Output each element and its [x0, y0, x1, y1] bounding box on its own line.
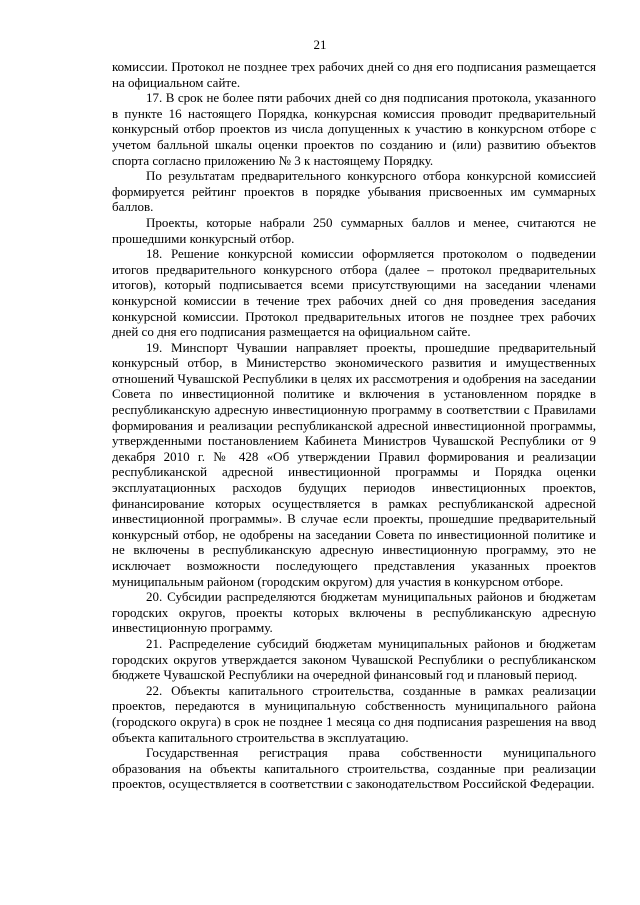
paragraph-21: 21. Распределение субсидий бюджетам муниципальных районов и бюджетам городских округов утверждается законом Чувашской Республики о республиканском бюджете Чувашской Республики на очередной финансовый год и плановый период.: [112, 635, 596, 683]
paragraph-19: 19. Минспорт Чувашии направляет проекты, прошедшие предварительный конкурсный отбор, в Министерство экономического развития и имущественных отношений Чувашской Республики в целях их рассмотрения и одобрения на заседании Совета по инвестиционной политике и включения в установленном порядке в республиканскую адресную инвестиционную программу в соответствии с Правилами формирования и реализации республиканской адресной инвестиционной программы, утвержденными постановлением Кабинета Министров Чувашской Республики от 9 декабря 2010 г. № 428 «Об утверждении Правил формирования и реализации республиканской адресной инвестиционной программы и Порядка оценки эксплуатационных расходов будущих периодов инвестиционных проектов, финансирование которых осуществляется в рамках республиканской адресной инвестиционной программы». В случае если проекты, прошедшие предварительный конкурсный отбор, не одобрены на заседании Совета по инвестиционной политике и не включены в республиканскую адресную инвестиционную программу, это не исключает возможности последующего представления указанных проектов муниципальным районом (городским округом) для участия в конкурсном отборе.: [112, 339, 596, 589]
paragraph-17-rating: По результатам предварительного конкурсного отбора конкурсной комиссией формируется рейтинг проектов в порядке убывания присвоенных им суммарных баллов.: [112, 168, 596, 215]
paragraph-continuation: комиссии. Протокол не позднее трех рабочих дней со дня его подписания размещается на официальном сайте.: [112, 59, 596, 90]
page-number: 21: [313, 37, 327, 52]
paragraph-18: 18. Решение конкурсной комиссии оформляется протоколом о подведении итогов предварительного конкурсного отбора (далее – протокол предварительных итогов), который подписывается всеми присутствующими на заседании членами конкурсной комиссии в течение трех рабочих дней со дня проведения заседания конкурсной комиссии. Протокол предварительных итогов не позднее трех рабочих дней со дня его подписания размещается на официальном сайте.: [112, 246, 596, 340]
paragraph-22-registration: Государственная регистрация права собственности муниципального образования на объекты капитального строительства, созданные при реализации проектов, осуществляется в соответствии с законодательством Российской Федерации.: [112, 745, 596, 792]
paragraph-17: 17. В срок не более пяти рабочих дней со дня подписания протокола, указанного в пункте 16 настоящего Порядка, конкурсная комиссия проводит предварительный конкурсный отбор проектов из числа допущенных к участию в конкурсном отборе с учетом балльной шкалы оценки проектов по созданию и (или) развитию объектов спорта согласно приложению № 3 к настоящему Порядку.: [112, 90, 596, 168]
document-body: [112, 59, 596, 792]
paragraph-17-threshold: Проекты, которые набрали 250 суммарных баллов и менее, считаются не прошедшими конкурсный отбор.: [112, 214, 596, 246]
paragraph-20: 20. Субсидии распределяются бюджетам муниципальных районов и бюджетам городских округов, проекты которых включены в республиканскую адресную инвестиционную программу.: [112, 589, 596, 636]
paragraph-22: 22. Объекты капитального строительства, созданные в рамках реализации проектов, передаются в муниципальную собственность муниципального района (городского округа) в срок не позднее 1 месяца со дня подписания разрешения на ввод объекта капитального строительства в эксплуатацию.: [112, 682, 596, 745]
